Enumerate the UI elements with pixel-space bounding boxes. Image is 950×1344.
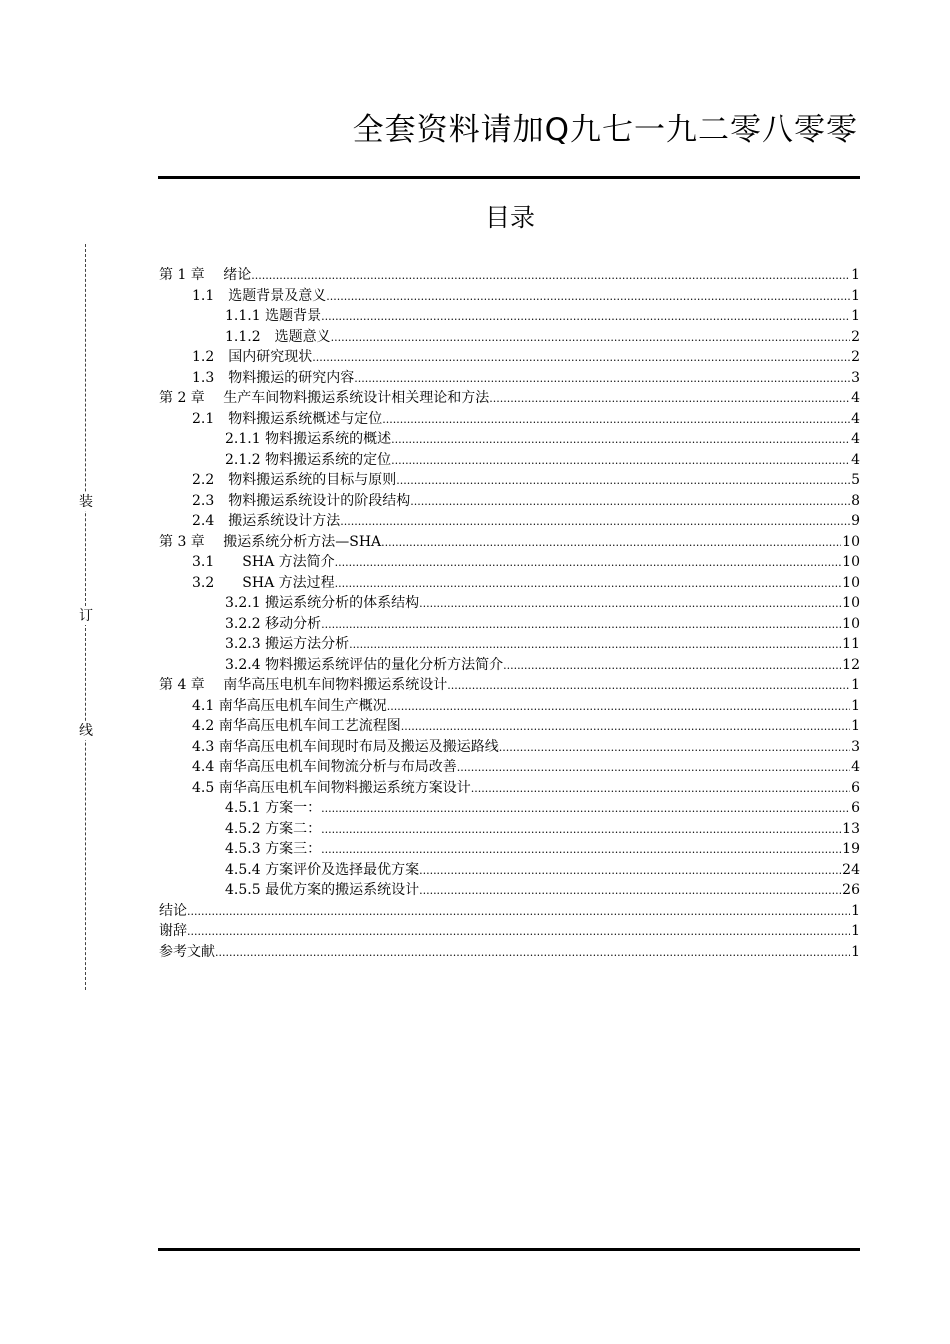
toc-entry[interactable] — [159, 715, 860, 736]
toc-entry[interactable] — [159, 469, 860, 490]
toc-entry[interactable] — [159, 920, 860, 941]
toc-dot-leader — [391, 433, 850, 446]
toc-entry-label: 1.1.2 选题意义 — [225, 328, 331, 345]
toc-entry-page-number: 1 — [851, 943, 860, 960]
toc-dot-leader — [354, 372, 850, 385]
toc-dot-leader — [419, 864, 841, 877]
toc-entry-page-number: 1 — [851, 308, 860, 324]
toc-dot-leader — [312, 351, 850, 364]
toc-dot-leader — [349, 638, 841, 651]
toc-dot-leader — [387, 700, 850, 713]
toc-entry-label: 第 4 章 南华高压电机车间物料搬运系统设计 — [159, 677, 448, 693]
toc-entry-label: 3.2.1 搬运系统分析的体系结构 — [225, 595, 420, 611]
binding-label-ding: 订 — [79, 608, 93, 624]
toc-entry-page-number: 12 — [842, 656, 860, 673]
toc-entry-page-number: 1 — [851, 923, 860, 939]
toc-entry-label: 3.2.4 物料搬运系统评估的量化分析方法简介 — [225, 656, 504, 673]
toc-entry-label: 4.5 南华高压电机车间物料搬运系统方案设计 — [192, 779, 471, 796]
toc-entry[interactable] — [159, 346, 860, 367]
toc-entry-label: 1.3 物料搬运的研究内容 — [192, 369, 355, 386]
toc-dot-leader — [321, 802, 850, 815]
toc-entry-page-number: 2 — [851, 349, 860, 365]
toc-entry-page-number: 10 — [842, 574, 860, 591]
toc-entry-page-number: 1 — [851, 902, 860, 919]
toc-entry-label: 1.2 国内研究现状 — [192, 349, 313, 365]
toc-entry[interactable] — [159, 777, 860, 798]
toc-entry[interactable] — [159, 490, 860, 511]
toc-entry-label: 2.1.2 物料搬运系统的定位 — [225, 451, 392, 468]
toc-entry[interactable] — [159, 736, 860, 757]
toc-entry-page-number: 26 — [842, 882, 860, 898]
toc-dot-leader — [187, 905, 850, 918]
binding-label-xian: 线 — [79, 723, 93, 739]
toc-entry[interactable] — [159, 428, 860, 449]
toc-entry[interactable] — [159, 633, 860, 654]
toc-entry-label: 4.2 南华高压电机车间工艺流程图 — [192, 718, 401, 734]
toc-entry-page-number: 4 — [851, 451, 860, 468]
toc-entry[interactable] — [159, 838, 860, 859]
toc-entry-page-number: 4 — [851, 431, 860, 447]
toc-entry-page-number: 4 — [851, 759, 860, 775]
toc-dot-leader — [401, 720, 850, 733]
toc-dot-leader — [321, 843, 841, 856]
toc-entry-page-number: 6 — [851, 779, 860, 796]
toc-entry-page-number: 10 — [842, 615, 860, 632]
toc-entry[interactable] — [159, 510, 860, 531]
toc-entry-label: 4.3 南华高压电机车间现时布局及搬运及搬运路线 — [192, 738, 499, 755]
toc-dot-leader — [340, 515, 850, 528]
header-rule — [158, 176, 860, 179]
table-of-contents — [159, 264, 860, 961]
toc-entry-page-number: 3 — [851, 369, 860, 386]
toc-entry-page-number: 4 — [851, 390, 860, 406]
toc-entry-label: 结论 — [159, 902, 187, 919]
toc-dot-leader — [326, 290, 850, 303]
header-banner-text: 全套资料请加Q九七一九二零八零零 — [352, 112, 858, 148]
toc-entry-label: 4.5.1 方案一： — [225, 800, 322, 816]
toc-dot-leader — [321, 823, 841, 836]
toc-entry[interactable] — [159, 797, 860, 818]
toc-title: 目录 — [484, 203, 535, 232]
toc-entry-label: 3.2.3 搬运方法分析 — [225, 636, 350, 652]
toc-entry-label: 3.2.2 移动分析 — [225, 615, 322, 632]
toc-entry-page-number: 1 — [851, 718, 860, 734]
toc-dot-leader — [382, 413, 850, 426]
toc-entry-label: 4.5.3 方案三： — [225, 841, 322, 857]
toc-entry-page-number: 9 — [851, 513, 860, 529]
toc-dot-leader — [251, 269, 850, 282]
toc-entry-page-number: 3 — [851, 738, 860, 755]
toc-entry[interactable] — [159, 879, 860, 900]
toc-entry[interactable] — [159, 695, 860, 716]
toc-entry[interactable] — [159, 613, 860, 634]
toc-entry[interactable] — [159, 859, 860, 880]
toc-entry-label: 2.1.1 物料搬运系统的概述 — [225, 431, 392, 447]
toc-dot-leader — [396, 474, 850, 487]
toc-dot-leader — [447, 679, 850, 692]
toc-entry-page-number: 4 — [851, 410, 860, 427]
toc-dot-leader — [335, 577, 842, 590]
toc-entry[interactable] — [159, 592, 860, 613]
toc-dot-leader — [321, 618, 841, 631]
toc-entry[interactable] — [159, 531, 860, 552]
toc-entry-label: 4.5.5 最优方案的搬运系统设计 — [225, 882, 420, 898]
toc-entry-page-number: 24 — [842, 861, 860, 878]
toc-entry-label: 2.3 物料搬运系统设计的阶段结构 — [192, 492, 411, 509]
toc-entry-page-number: 10 — [842, 595, 860, 611]
toc-dot-leader — [331, 331, 850, 344]
toc-entry-page-number: 10 — [842, 533, 860, 550]
toc-dot-leader — [419, 884, 841, 897]
toc-entry-label: 3.2 SHA 方法过程 — [192, 574, 335, 591]
toc-entry-label: 2.2 物料搬运系统的目标与原则 — [192, 472, 397, 488]
toc-entry-label: 4.1 南华高压电机车间生产概况 — [192, 697, 387, 714]
toc-entry[interactable] — [159, 654, 860, 675]
toc-entry-label: 第 3 章 搬运系统分析方法—SHA — [159, 533, 382, 550]
toc-entry-page-number: 1 — [851, 267, 860, 283]
toc-entry-page-number: 2 — [851, 328, 860, 345]
toc-entry-page-number: 13 — [842, 820, 860, 837]
toc-entry-label: 2.1 物料搬运系统概述与定位 — [192, 410, 383, 427]
toc-dot-leader — [187, 925, 850, 938]
toc-entry-page-number: 6 — [851, 800, 860, 816]
toc-entry-label: 2.4 搬运系统设计方法 — [192, 513, 341, 529]
toc-entry-page-number: 1 — [851, 677, 860, 693]
toc-dot-leader — [321, 310, 850, 323]
toc-entry-page-number: 5 — [851, 472, 860, 488]
toc-entry-page-number: 1 — [851, 697, 860, 714]
toc-entry-label: 第 1 章 绪论 — [159, 267, 252, 283]
toc-entry[interactable] — [159, 387, 860, 408]
toc-dot-leader — [489, 392, 850, 405]
toc-entry-label: 1.1.1 选题背景 — [225, 308, 322, 324]
toc-entry-label: 1.1 选题背景及意义 — [192, 287, 327, 304]
toc-dot-leader — [419, 597, 841, 610]
toc-entry-label: 参考文献 — [159, 943, 215, 960]
toc-dot-leader — [499, 741, 850, 754]
toc-entry[interactable] — [159, 449, 860, 470]
toc-dot-leader — [391, 454, 850, 467]
footer-rule — [158, 1248, 860, 1251]
toc-entry[interactable] — [159, 818, 860, 839]
binding-label-zhuang: 装 — [79, 494, 93, 510]
toc-entry-label: 谢辞 — [159, 923, 187, 939]
toc-entry-page-number: 1 — [851, 287, 860, 304]
toc-entry[interactable] — [159, 674, 860, 695]
toc-entry[interactable] — [159, 572, 860, 593]
toc-dot-leader — [335, 556, 842, 569]
toc-entry-page-number: 8 — [851, 492, 860, 509]
toc-entry-label: 4.5.4 方案评价及选择最优方案 — [225, 861, 420, 878]
toc-dot-leader — [457, 761, 850, 774]
toc-entry-label: 第 2 章 生产车间物料搬运系统设计相关理论和方法 — [159, 390, 490, 406]
toc-entry[interactable] — [159, 264, 860, 285]
toc-dot-leader — [471, 782, 850, 795]
toc-entry-page-number: 10 — [842, 554, 860, 570]
toc-entry-page-number: 11 — [842, 636, 860, 652]
toc-entry-label: 4.4 南华高压电机车间物流分析与布局改善 — [192, 759, 457, 775]
toc-entry[interactable] — [159, 285, 860, 306]
toc-entry[interactable] — [159, 551, 860, 572]
toc-entry[interactable] — [159, 941, 860, 962]
toc-entry[interactable] — [159, 756, 860, 777]
toc-dot-leader — [503, 659, 841, 672]
toc-dot-leader — [410, 495, 850, 508]
toc-entry-label: 3.1 SHA 方法简介 — [192, 554, 335, 570]
toc-dot-leader — [381, 536, 841, 549]
toc-entry[interactable] — [159, 367, 860, 388]
toc-entry-label: 4.5.2 方案二： — [225, 820, 322, 837]
toc-entry[interactable] — [159, 408, 860, 429]
toc-entry[interactable] — [159, 326, 860, 347]
toc-dot-leader — [215, 946, 850, 959]
toc-entry[interactable] — [159, 305, 860, 326]
toc-entry-page-number: 19 — [842, 841, 860, 857]
toc-entry[interactable] — [159, 900, 860, 921]
